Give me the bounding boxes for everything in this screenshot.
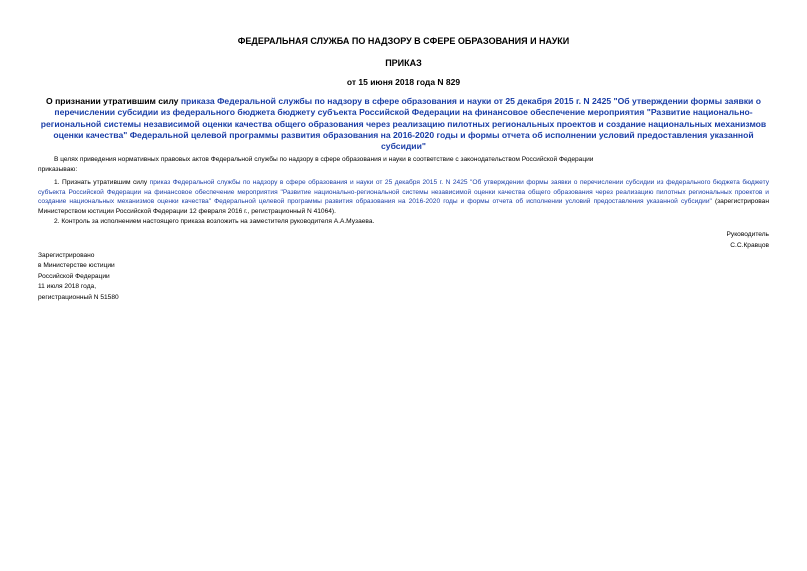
registration-line: в Министерстве юстиции	[38, 262, 115, 270]
title-link[interactable]: приказа Федеральной службы по надзору в сфере образования и науки от 25 декабря 2015 г. N 2425 "Об утверждении формы заявки о перечислении субсидии из федерального бюджета бюджету субъекта Российской Федерации на финансовое обеспечение мероприятия "Развитие национально-региональной системы независимой оценки качества общего образования через реализацию пилотных региональных проектов и создание национальных механизмов оценки качества" Федеральной целевой программы развития образования на 2016-2020 годы и формы отчета об исполнении условий предоставления указанной субсидии"	[40, 96, 767, 152]
item-1-link[interactable]: приказ Федеральной службы по надзору в сфере образования и науки от 25 декабря 2015 г. N 2425 "Об утверждении формы заявки о перечислении субсидии из федерального бюджета бюджету субъекта Российской Федерации на финансовое обеспечение мероприятия "Развитие национально-региональной системы независимой оценки качества общего образования через реализацию пилотных региональных проектов и создание национальных механизмов оценки качества" Федеральной целевой программы развития образования на 2016-2020 годы и формы отчета об исполнении условий предоставления указанной субсидии"	[38, 179, 770, 206]
preamble-text: В целях приведения нормативных правовых актов Федеральной службы по надзору в сфере образования и науки в соответствие с законодательством Российской Федерации	[54, 156, 594, 163]
registration-block	[38, 251, 119, 303]
registration-line: Российской Федерации	[38, 272, 110, 280]
title-prefix: О признании утратившим силу	[46, 96, 181, 106]
signature-position: Руководитель	[726, 231, 769, 238]
item-1-suffix: (зарегистрирован Министерством юстиции Российской Федерации 12 февраля 2016 г., регистрационный N 41064).	[38, 198, 769, 215]
order-word: приказываю:	[38, 165, 78, 173]
preamble	[38, 155, 769, 174]
document-type: ПРИКАЗ	[385, 58, 422, 68]
registration-date: 11 июля 2018 года,	[38, 283, 97, 291]
item-2: 2. Контроль за исполнением настоящего приказа возложить на заместителя руководителя А.А.Музаева.	[54, 218, 375, 225]
document-title	[38, 96, 769, 152]
registration-number: регистрационный N 51580	[38, 293, 119, 301]
signature-name: С.С.Кравцов	[730, 241, 769, 249]
document-date: от 15 июня 2018 года N 829	[346, 77, 461, 87]
item-1-prefix: 1. Признать утратившим силу	[54, 179, 150, 186]
signature-block	[727, 230, 769, 251]
registration-line: Зарегистрировано	[38, 252, 95, 259]
item-1	[38, 178, 769, 216]
agency-name: ФЕДЕРАЛЬНАЯ СЛУЖБА ПО НАДЗОРУ В СФЕРЕ ОБРАЗОВАНИЯ И НАУКИ	[237, 36, 570, 46]
